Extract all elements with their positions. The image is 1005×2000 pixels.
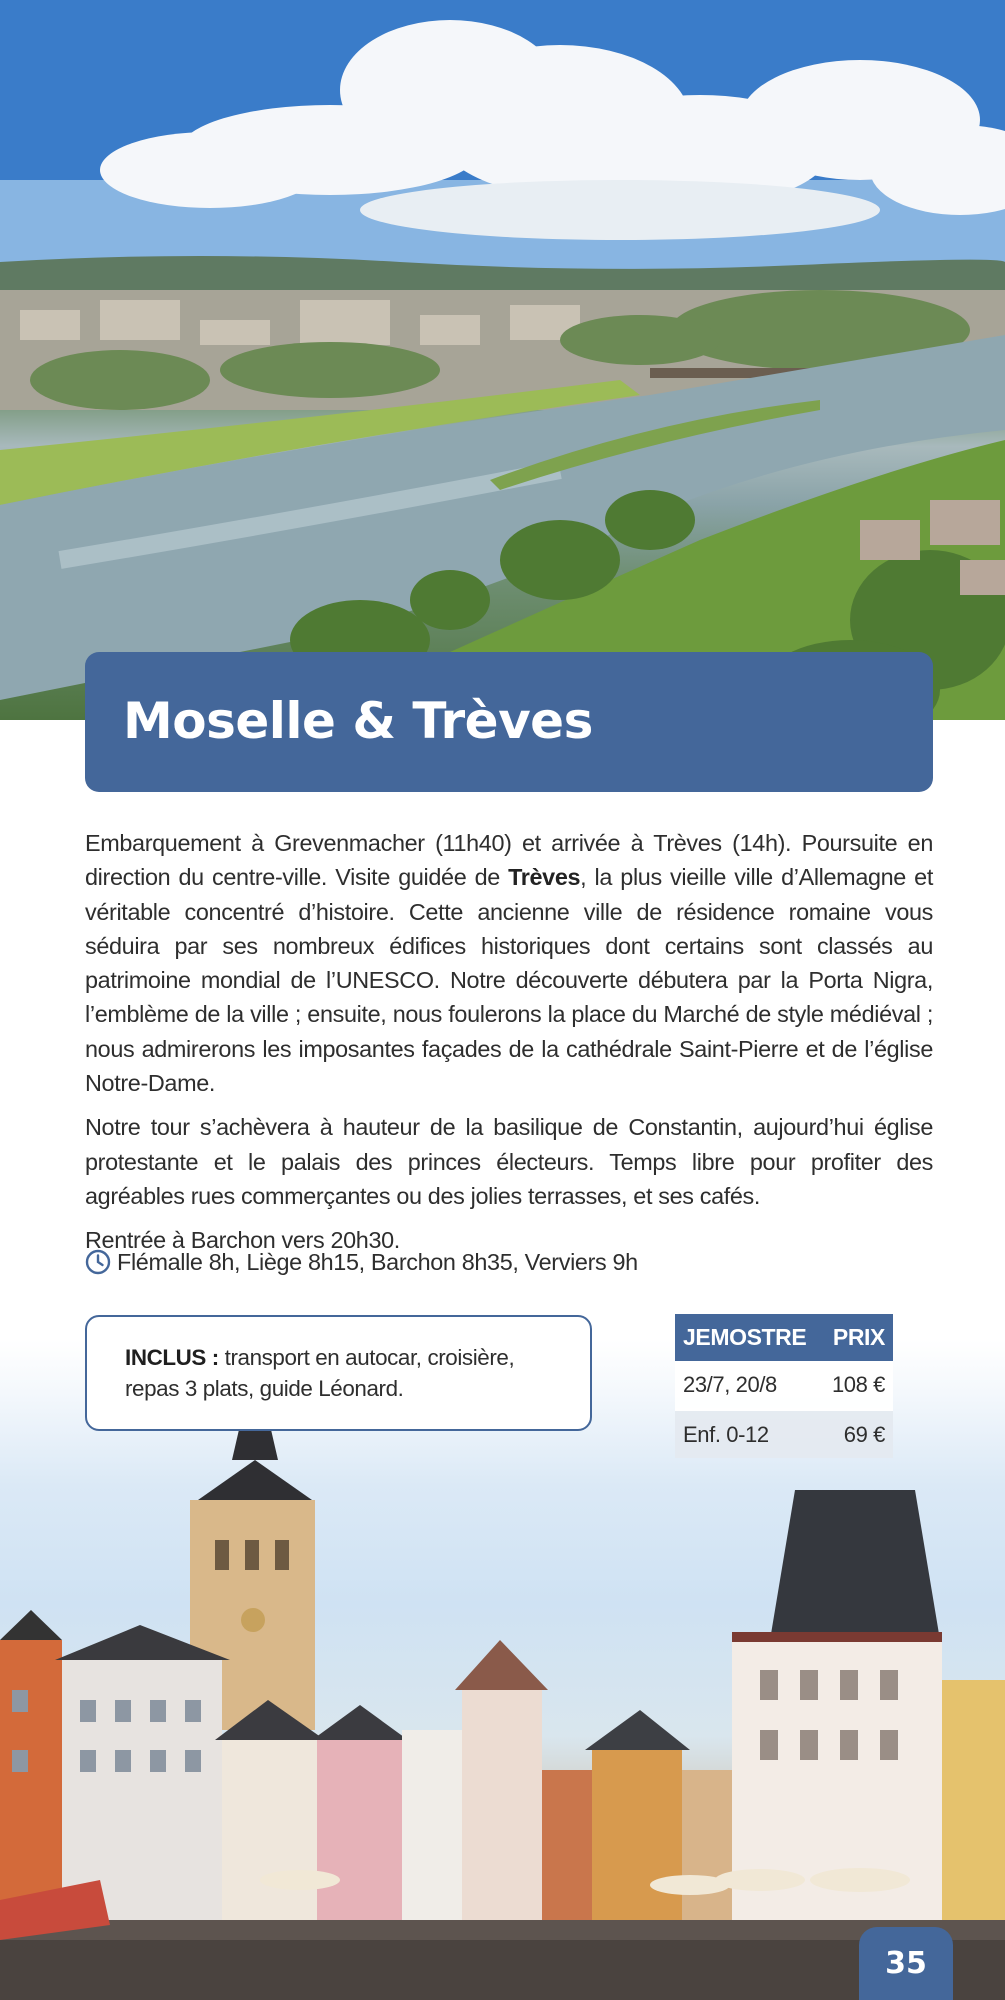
inclus-box: [85, 1315, 592, 1431]
departure-times: [85, 1245, 933, 1279]
row-label: Enf. 0-12: [675, 1411, 821, 1458]
title-band: [85, 652, 933, 792]
row-price: 69 €: [821, 1411, 893, 1458]
clock-icon: [85, 1249, 111, 1275]
header-date: JEMOSTRE: [675, 1314, 821, 1361]
trier-moselle-photo: [0, 0, 1005, 720]
inclus-label: INCLUS :: [125, 1345, 219, 1370]
departure-text: Flémalle 8h, Liège 8h15, Barchon 8h35, Verviers 9h: [117, 1248, 638, 1275]
header-price: PRIX: [821, 1314, 893, 1361]
paragraph-3: Rentrée à Barchon vers 20h30.: [85, 1227, 400, 1254]
price-table-header: [675, 1314, 893, 1361]
description: [85, 826, 933, 1268]
highlight-treves: Trèves: [508, 864, 581, 891]
paragraph-1: Embarquement à Grevenmacher (11h40) et arrivée à Trèves (14h). Poursuite en direction du centre-ville. Visite guidée de Trèves, la plus vieille ville d’Allemagne et véritable concentré d’histoire. Cette ancienne ville de résidence romaine vous séduira par ses nombreux édifices historiques dont certains sont classés au patrimoine mondial de l’UNESCO. Notre découverte débutera par la Porta Nigra, l’emblème de la ville ; ensuite, nous foulerons la place du Marché de style médiéval ; nous admirerons les imposantes façades de la cathédrale Saint-Pierre et de l’église Notre-Dame.: [85, 830, 933, 1097]
price-table: [675, 1314, 893, 1458]
page-number: 35: [859, 1927, 953, 2000]
table-row: [675, 1411, 893, 1458]
row-price: 108 €: [821, 1361, 893, 1408]
landscape-illustration: [0, 0, 1005, 720]
paragraph-2: Notre tour s’achèvera à hauteur de la basilique de Constantin, aujourd’hui église protestante et le palais des princes électeurs. Temps libre pour profiter des agréables rues commerçantes ou des jolies terrasses, et ses cafés.: [85, 1114, 933, 1209]
row-label: 23/7, 20/8: [675, 1361, 821, 1408]
inclus-text: transport en autocar, croisière, repas 3 plats, guide Léonard.: [125, 1345, 515, 1401]
page-title: Moselle & Trèves: [123, 692, 593, 750]
table-row: [675, 1361, 893, 1408]
